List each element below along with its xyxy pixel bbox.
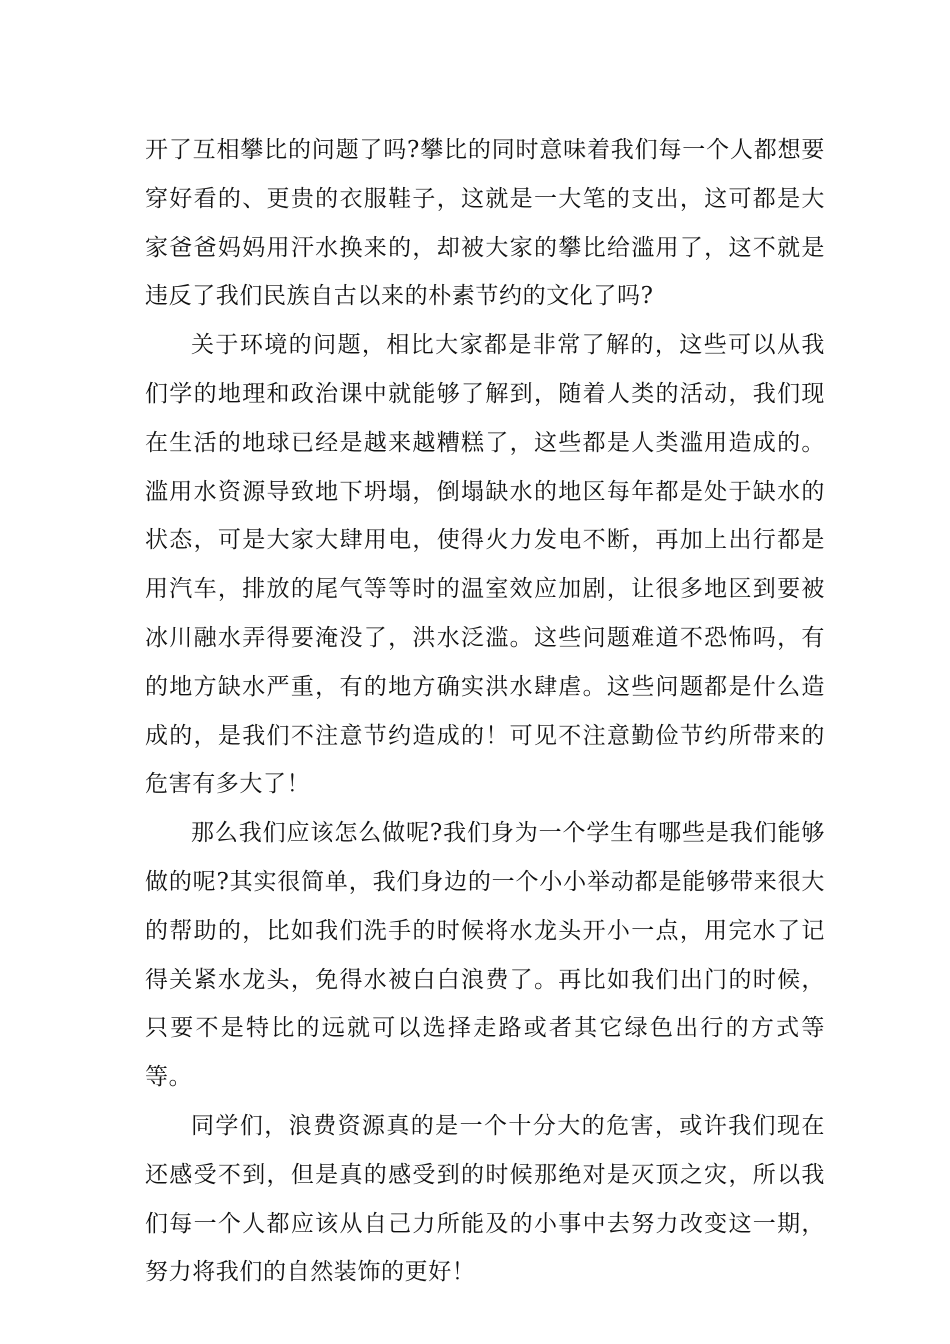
document-body: [145, 126, 825, 1297]
paragraph-1: 开了互相攀比的问题了吗?攀比的同时意味着我们每一个人都想要穿好看的、更贵的衣服鞋子，这就是一大笔的支出，这可都是大家爸爸妈妈用汗水换来的，却被大家的攀比给滥用了，这不就是违反了我们民族自古以来的朴素节约的文化了吗?: [145, 137, 825, 310]
paragraph-3: 那么我们应该怎么做呢?我们身为一个学生有哪些是我们能够做的呢?其实很简单，我们身边的一个小小举动都是能够带来很大的帮助的，比如我们洗手的时候将水龙头开小一点，用完水了记得关紧水龙头，免得水被白白浪费了。再比如我们出门的时候，只要不是特比的远就可以选择走路或者其它绿色出行的方式等等。: [145, 820, 825, 1091]
paragraph-2: 关于环境的问题，相比大家都是非常了解的，这些可以从我们学的地理和政治课中就能够了解到，随着人类的活动，我们现在生活的地球已经是越来越糟糕了，这些都是人类滥用造成的。滥用水资源导致地下坍塌，倒塌缺水的地区每年都是处于缺水的状态，可是大家大肆用电，使得火力发电不断，再加上出行都是用汽车，排放的尾气等等时的温室效应加剧，让很多地区到要被冰川融水弄得要淹没了，洪水泛滥。这些问题难道不恐怖吗，有的地方缺水严重，有的地方确实洪水肆虐。这些问题都是什么造成的，是我们不注意节约造成的！可见不注意勤俭节约所带来的危害有多大了！: [145, 332, 825, 798]
paragraph-4: 同学们，浪费资源真的是一个十分大的危害，或许我们现在还感受不到，但是真的感受到的时候那绝对是灭顶之灾，所以我们每一个人都应该从自己力所能及的小事中去努力改变这一期，努力将我们的自然装饰的更好！: [145, 1112, 825, 1286]
